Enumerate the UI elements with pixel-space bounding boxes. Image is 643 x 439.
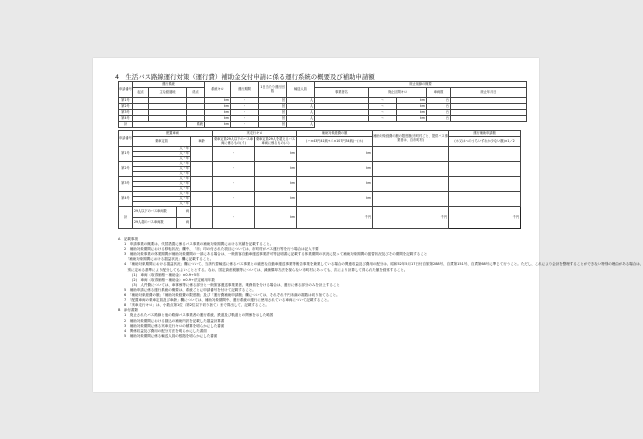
note-line: (2) 車両（取得価格－補助金）×0.9÷法定耐用年数 xyxy=(132,277,215,282)
header-operator: 事業者名 xyxy=(315,88,369,98)
header-end: 終点 xyxy=(187,88,205,98)
header-age: 車齢 xyxy=(191,137,213,147)
notes-section xyxy=(118,237,643,339)
header-capacity: 乗車定員 xyxy=(133,137,191,147)
header-abolish-date: 廃止区間キロ xyxy=(369,88,427,98)
header-app-no: 申請番号 xyxy=(119,82,133,98)
note-line: 1 申請事業の概要は、代替措置に係るバス事業の補助対象期間における実績を記載すること。 xyxy=(124,242,274,247)
note-line: 5 補助申請に係る運行系統の概要は、系統ごとに申請番号を付けて記載すること。 xyxy=(124,287,256,292)
header-daily: 1日当たり運行回数 xyxy=(259,82,287,98)
note-line: (1) 車両（取得価格－補助金）×0.9÷5年 xyxy=(132,272,200,277)
apply-amount-total: 千円 xyxy=(449,207,521,229)
table-row: 第2号 人・年 ・ km km xyxy=(119,162,521,167)
table-row: 第1号 km ・ 回 人 ～ km 台 xyxy=(119,98,527,104)
notes-heading-a: A 記載事項 xyxy=(118,237,138,241)
table-row: 第4号 km ・ 回 人 ～ km 台 xyxy=(119,116,527,122)
header-abolish: 廃止前線の概要 xyxy=(315,82,527,88)
total-row: 計 系統 km ・ 回 人 xyxy=(119,122,527,128)
note-line: 7 「配置車両の乗車定員及び車齢」欄については、補助対象期間中、運行系統の運行に使用されている車両について記載すること。 xyxy=(124,298,331,303)
attachment-line: 1 廃止されたバス路線と他の路線バス事業者の運行系統、鉄道及び軌道との関係を示した略図 xyxy=(124,313,274,318)
attachment-line: 3 補助対象期間に係る実車走行キロの積算を明らかにした書面 xyxy=(124,323,225,328)
header-abolish-ymd: 廃止年月日 xyxy=(451,88,527,98)
header-pax: 輸送人員 xyxy=(287,82,315,98)
header-route: 運行系統 xyxy=(133,82,205,88)
note-line: (3) 人件費については、車掌係等に係る部分と一般旅客運送事業業者、乗務員を分ける場合は、運行に係る部分のみを計上すること xyxy=(132,282,340,287)
header-alloc: 配置車両 xyxy=(133,131,213,137)
note-line: 別に定める基準により配分してもよいこととする。なお、国定資産税額等については、減価償却方法を採らない市町村にあっても、次により計算して得られた額を経常すること。 xyxy=(124,267,408,272)
notes-heading-b: B 添付書類 xyxy=(118,308,138,313)
note-line: 8 「実車走行キロ」は、小数点第1位（第2位以下切り捨て）まで算出して、記載すること。 xyxy=(124,303,269,308)
header-subsidy-formula: (ハ×43円41銭+ニ×107円34銭)－(ホ) xyxy=(297,137,373,147)
note-line: 2 補助対象期間における移転状況」欄中、「市」印の付された項目については、市町村がバス運行等を行う場合は記入不要 xyxy=(124,247,319,252)
header-limit: 補助対象経費の額の限度額(市町村ごと、提供バス事業者は、自市町村) xyxy=(373,131,449,147)
table-row: 第3号 人・年 ・ km km xyxy=(119,177,521,182)
header-via: 主な経過地 xyxy=(149,88,187,98)
route-overview-table xyxy=(118,81,527,128)
header-period: 運行期間 xyxy=(231,82,259,98)
page-title: 4 生活バス路線運行対策（運行費）補助金交付申請に係る運行系統の概要及び補助申請額 xyxy=(115,73,375,81)
note-line: 「補助対象期間における損益状況」欄に記載すること。 xyxy=(124,257,214,262)
table-row: 第2号 km ・ 回 人 ～ km 台 xyxy=(119,104,527,110)
note-line: 3 補助対象事業の休業期間が補助対象期間の一部にある場合は、一般旅客自動車運送事業許可等証明書に記載する休業期間の状況に従って補助対象期間の振替状況及びその期間を記載すること xyxy=(124,252,428,257)
header-actual-small: 乗車定員29人以下のバス車両に係るもの(イ) xyxy=(213,136,254,145)
header-dist: 系統キロ xyxy=(205,82,231,98)
attachment-line: 5 補助対象期間に係る輸送人員の根拠を明らかにした書面 xyxy=(124,333,218,338)
note-line: 6 「補助対象経費の額」「補助対象経費の限度額」及び「運行費補助申請額」欄については、それぞれ千円未満の端数は切り捨てること。 xyxy=(124,293,340,298)
header-apply: 運行補助申請額 xyxy=(449,131,521,137)
header-actual: 実走行キロ xyxy=(213,131,297,137)
header-actual-large: 乗車定員29人を超えるバス車両に係るもの(ニ) xyxy=(255,136,296,145)
header-subsidy-exp: 補助対象経費の額 xyxy=(297,131,373,137)
table-row: 第3号 km ・ 回 人 ～ km 台 xyxy=(119,110,527,116)
attachment-line: 2 補助対象期間における割込の補助内訳を記載した損益計算書 xyxy=(124,318,225,323)
header-start: 起点 xyxy=(133,88,149,98)
header-vehicles: 車両数 xyxy=(427,88,451,98)
attachment-line: 4 関係収益及び費用の配分方法を明らかにした書面 xyxy=(124,328,207,333)
subsidy-table: 申請番号 配置車両 実走行キロ 補助対象経費の額 補助対象経費の額の限度額(市町村ごと、提供バス事業者は、自市町村) 運行補助申請額 乗車定員 車齢 乗車定員29人以下のバス車両に係るもの(イ) 乗車定員29人を超えるバス車両に係るもの(ニ) (ハ×43円41銭+ニ×107円34銭)－(ホ) (ホ又はヘのうちいずれか少ない額)×1／2 第1号 人・年 ・ km km 人・年 人・年 第2号 人・年 ・ km km 人・年 人・年 第3号 人・年 ・ km km 人・年 人・年 第4号 人・年 ・ km km 人・年 人・年 計 29人以下のバス車両数 両 ・ km 千円 千円 千円 29人超のバス車両数 両 xyxy=(118,130,521,229)
table-row: 第4号 人・年 ・ km km xyxy=(119,192,521,197)
table-row: 第1号 人・年 ・ km km xyxy=(119,147,521,152)
header-no: 申請番号 xyxy=(119,131,133,147)
total-row: 計 29人以下のバス車両数 両 ・ km 千円 千円 千円 xyxy=(119,207,521,218)
note-line: 4 「補助対象期間における損益状況」欄について、当該代替輸送に係るバス事業との厳密な自動車運送事業等報告事業を兼業している場合の関連収益及び費用の配分は、昭和52年5月17日付自旅第288号、自貨第151号、自貨第68号に準じて行うこと。ただし、これにより会計を整理することができない特別の理由がある場合は、 xyxy=(124,262,643,267)
header-apply-sub: (ホ又はヘのうちいずれか少ない額)×1／2 xyxy=(449,137,521,147)
